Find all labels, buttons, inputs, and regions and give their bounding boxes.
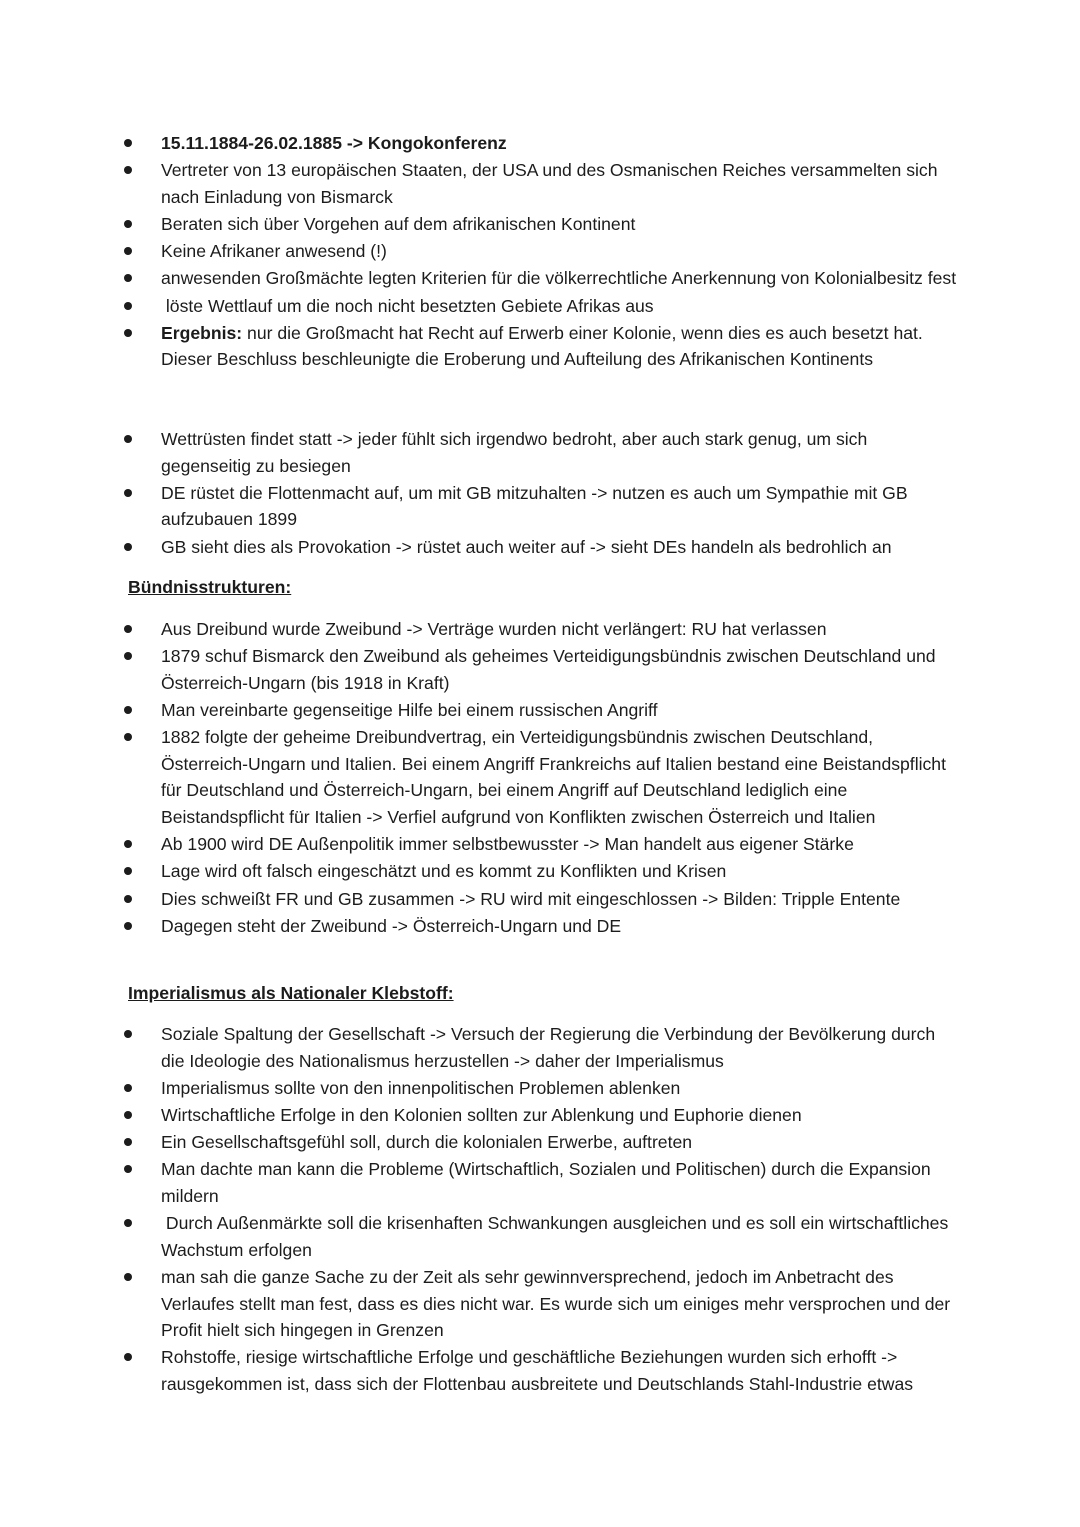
section-imperialismus bbox=[0, 1021, 1080, 1398]
list-item bbox=[0, 831, 1080, 858]
item-text: 1882 folgte der geheime Dreibundvertrag, ein Verteidigungsbündnis zwischen Deutschland, Österreich-Ungarn und Italien. Bei einem Angriff Frankreichs auf Italien bestand eine Beistandspflicht für Deutschland und Österreich-Ungarn, bei einem Angriff auf Deutschland lediglich eine Beistandspflicht für Italien -> Verfiel aufgrund von Konflikten zwischen Österreich und Italien bbox=[161, 727, 946, 827]
list-item bbox=[0, 1129, 1080, 1156]
bullet-dot-icon bbox=[124, 220, 132, 228]
list-item bbox=[0, 534, 1080, 561]
bullet-dot-icon bbox=[124, 625, 132, 633]
list-item bbox=[0, 1344, 1080, 1397]
section-buendnisstrukturen bbox=[0, 616, 1080, 940]
list-item bbox=[0, 293, 1080, 320]
bullet-dot-icon bbox=[124, 1030, 132, 1038]
bullet-dot-icon bbox=[124, 733, 132, 741]
list-item bbox=[0, 1210, 1080, 1263]
list-item bbox=[0, 1156, 1080, 1209]
item-text: 1879 schuf Bismarck den Zweibund als geheimes Verteidigungsbündnis zwischen Deutschland und Österreich-Ungarn (bis 1918 in Kraft) bbox=[161, 646, 936, 693]
item-text: GB sieht dies als Provokation -> rüstet auch weiter auf -> sieht DEs handeln als bedrohlich an bbox=[161, 536, 892, 557]
item-text: Imperialismus sollte von den innenpolitischen Problemen ablenken bbox=[161, 1077, 681, 1098]
bullet-list bbox=[0, 1021, 1080, 1397]
item-text: Beraten sich über Vorgehen auf dem afrikanischen Kontinent bbox=[161, 213, 636, 234]
item-text: Dies schweißt FR und GB zusammen -> RU wird mit eingeschlossen -> Bilden: Tripple Entente bbox=[161, 888, 901, 909]
item-text-bold: 15.11.1884-26.02.1885 -> Kongokonferenz bbox=[161, 133, 507, 153]
list-item bbox=[0, 1021, 1080, 1074]
list-item bbox=[0, 1264, 1080, 1344]
bullet-dot-icon bbox=[124, 1219, 132, 1227]
item-text: Wettrüsten findet statt -> jeder fühlt sich irgendwo bedroht, aber auch stark genug, um sich gegenseitig zu besiegen bbox=[161, 429, 868, 476]
bullet-dot-icon bbox=[124, 922, 132, 930]
item-text: DE rüstet die Flottenmacht auf, um mit GB mitzuhalten -> nutzen es auch um Sympathie mit GB aufzubauen 1899 bbox=[161, 482, 908, 530]
item-text: Soziale Spaltung der Gesellschaft -> Versuch der Regierung die Verbindung der Bevölkerung durch die Ideologie des Nationalismus herzustellen -> daher der Imperialismus bbox=[161, 1024, 936, 1071]
item-text: löste Wettlauf um die noch nicht besetzten Gebiete Afrikas aus bbox=[161, 295, 654, 316]
item-text: Man vereinbarte gegenseitige Hilfe bei einem russischen Angriff bbox=[161, 699, 658, 720]
item-lead-bold: Ergebnis: bbox=[161, 322, 243, 343]
list-item bbox=[0, 616, 1080, 643]
section-heading: Imperialismus als Nationaler Klebstoff: bbox=[128, 983, 454, 1003]
list-item bbox=[0, 130, 1080, 157]
bullet-list bbox=[0, 616, 1080, 939]
bullet-dot-icon bbox=[124, 1353, 132, 1361]
item-text: man sah die ganze Sache zu der Zeit als sehr gewinnversprechend, jedoch im Anbetracht des Verlaufes stellt man fest, dass es dies nicht war. Es wurde sich um einiges mehr versprochen und der Profit hielt sich hingegen in Grenzen bbox=[161, 1266, 951, 1341]
item-text: anwesenden Großmächte legten Kriterien für die völkerrechtliche Anerkennung von Kolonialbesitz fest bbox=[161, 268, 957, 289]
bullet-dot-icon bbox=[124, 543, 132, 551]
item-text: Ein Gesellschaftsgefühl soll, durch die kolonialen Erwerbe, auftreten bbox=[161, 1132, 693, 1153]
bullet-dot-icon bbox=[124, 1111, 132, 1119]
list-item bbox=[0, 886, 1080, 913]
bullet-dot-icon bbox=[124, 1165, 132, 1173]
item-text: Durch Außenmärkte soll die krisenhaften Schwankungen ausgleichen und es soll ein wirtschaftliches Wachstum erfolgen bbox=[161, 1213, 954, 1260]
item-text: nur die Großmacht hat Recht auf Erwerb einer Kolonie, wenn dies es auch besetzt hat. Dieser Beschluss beschleunigte die Eroberung und Aufteilung des Afrikanischen Kontinents bbox=[161, 322, 923, 370]
section-heading: Bündnisstrukturen: bbox=[128, 577, 292, 597]
list-item bbox=[0, 157, 1080, 210]
list-item bbox=[0, 211, 1080, 238]
bullet-list bbox=[0, 426, 1080, 560]
list-item bbox=[0, 724, 1080, 830]
bullet-dot-icon bbox=[124, 895, 132, 903]
list-item bbox=[0, 913, 1080, 940]
list-item bbox=[0, 697, 1080, 724]
item-text: Keine Afrikaner anwesend (!) bbox=[161, 241, 387, 262]
list-item bbox=[0, 265, 1080, 292]
item-text: Lage wird oft falsch eingeschätzt und es kommt zu Konflikten und Krisen bbox=[161, 861, 727, 882]
bullet-dot-icon bbox=[124, 1138, 132, 1146]
bullet-dot-icon bbox=[124, 274, 132, 282]
list-item bbox=[0, 858, 1080, 885]
section-kongokonferenz bbox=[0, 130, 1080, 374]
bullet-dot-icon bbox=[124, 840, 132, 848]
list-item bbox=[0, 1102, 1080, 1129]
bullet-dot-icon bbox=[124, 706, 132, 714]
bullet-list bbox=[0, 130, 1080, 373]
item-text: Wirtschaftliche Erfolge in den Kolonien sollten zur Ablenkung und Euphorie dienen bbox=[161, 1104, 802, 1125]
item-text: Dagegen steht der Zweibund -> Österreich-Ungarn und DE bbox=[161, 915, 622, 936]
list-item bbox=[0, 643, 1080, 696]
bullet-dot-icon bbox=[124, 247, 132, 255]
bullet-dot-icon bbox=[124, 302, 132, 310]
list-item bbox=[0, 1075, 1080, 1102]
bullet-dot-icon bbox=[124, 489, 132, 497]
bullet-dot-icon bbox=[124, 652, 132, 660]
bullet-dot-icon bbox=[124, 1084, 132, 1092]
list-item bbox=[0, 480, 1080, 533]
list-item bbox=[0, 426, 1080, 479]
item-text: Aus Dreibund wurde Zweibund -> Verträge wurden nicht verlängert: RU hat verlassen bbox=[161, 619, 827, 639]
bullet-dot-icon bbox=[124, 867, 132, 875]
bullet-dot-icon bbox=[124, 139, 132, 147]
item-text: Ab 1900 wird DE Außenpolitik immer selbstbewusster -> Man handelt aus eigener Stärke bbox=[161, 834, 854, 855]
item-text: Vertreter von 13 europäischen Staaten, der USA und des Osmanischen Reiches versammelten sich nach Einladung von Bismarck bbox=[161, 160, 938, 207]
list-item bbox=[0, 320, 1080, 373]
list-item bbox=[0, 238, 1080, 265]
bullet-dot-icon bbox=[124, 435, 132, 443]
item-text: Man dachte man kann die Probleme (Wirtschaftlich, Sozialen und Politischen) durch die Expansion mildern bbox=[161, 1159, 931, 1206]
section-wettruesten bbox=[0, 426, 1080, 561]
bullet-dot-icon bbox=[124, 166, 132, 174]
bullet-dot-icon bbox=[124, 1273, 132, 1281]
item-text: Rohstoffe, riesige wirtschaftliche Erfolge und geschäftliche Beziehungen wurden sich erhofft -> rausgekommen ist, dass sich der Flottenbau ausbreitete und Deutschlands Stahl-Industrie etwas bbox=[161, 1347, 914, 1394]
bullet-dot-icon bbox=[124, 329, 132, 337]
